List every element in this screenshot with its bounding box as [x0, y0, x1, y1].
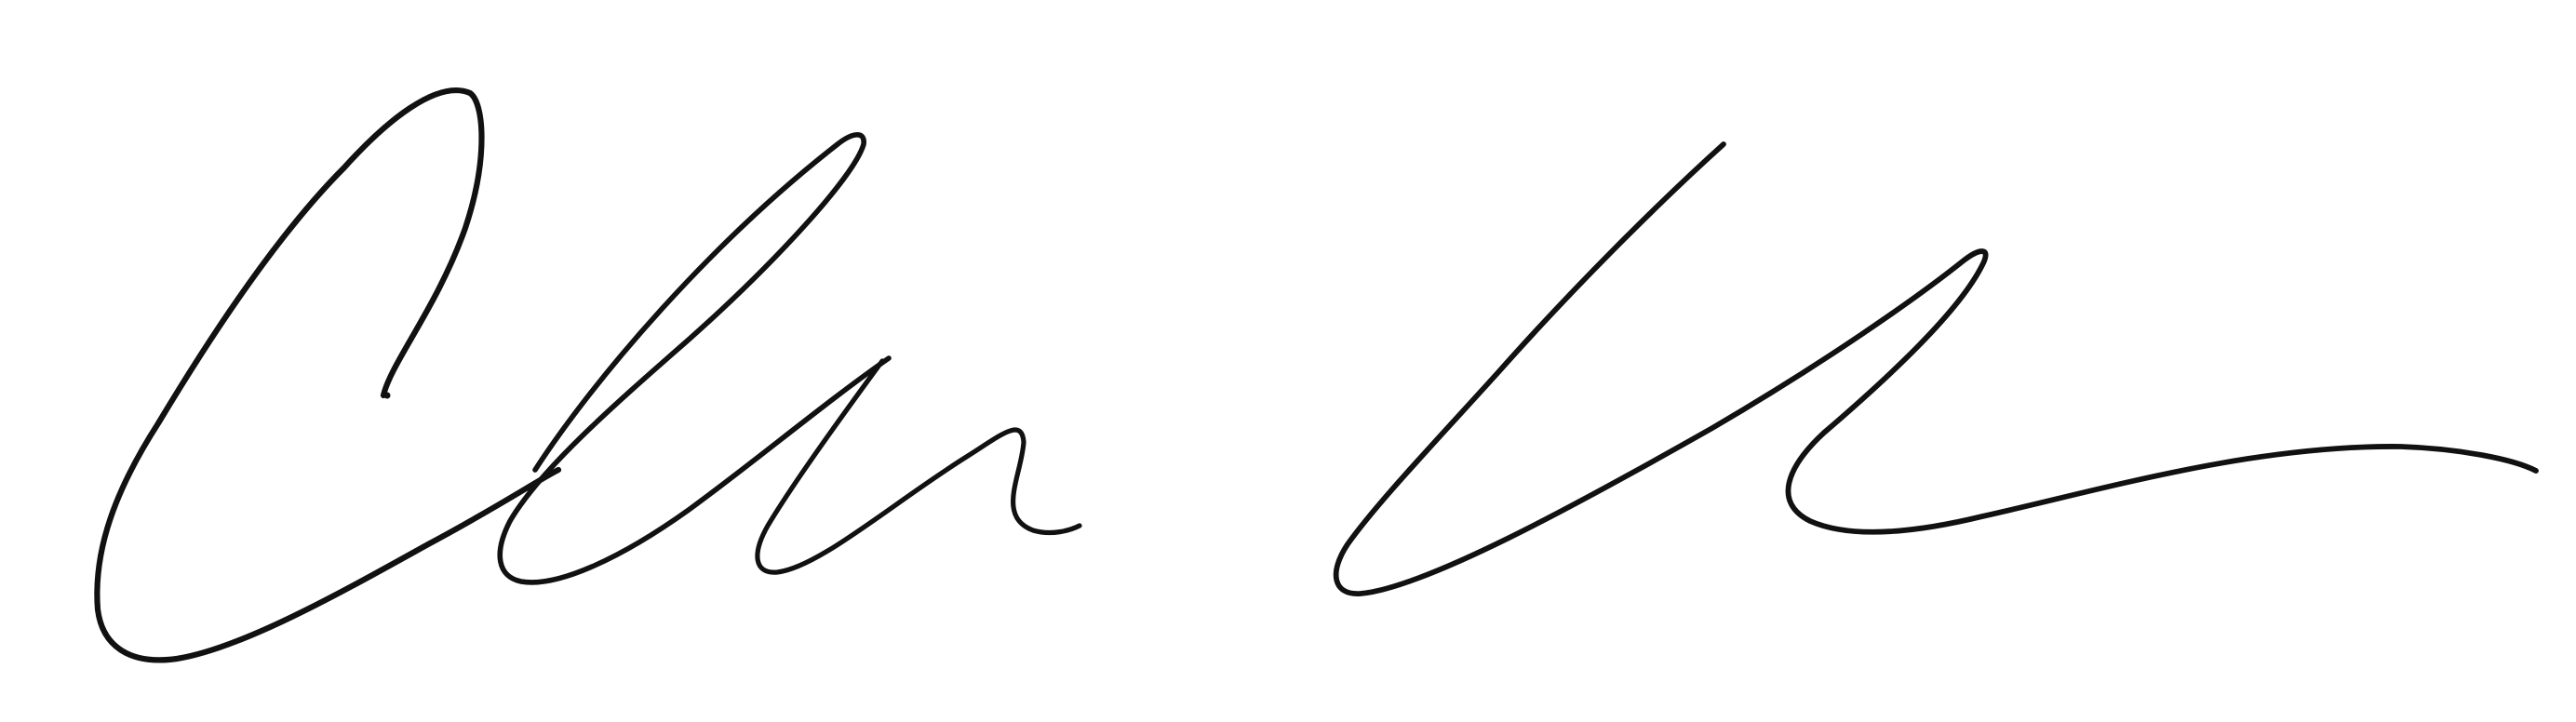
signature-ink-dot	[384, 393, 391, 399]
signature-stroke-capital-loop	[97, 90, 558, 660]
signature-stroke-ascender-loop	[500, 135, 889, 582]
signature-stroke-mid-peak	[758, 361, 1080, 572]
signature-stroke-second-ascender	[1336, 144, 2536, 594]
